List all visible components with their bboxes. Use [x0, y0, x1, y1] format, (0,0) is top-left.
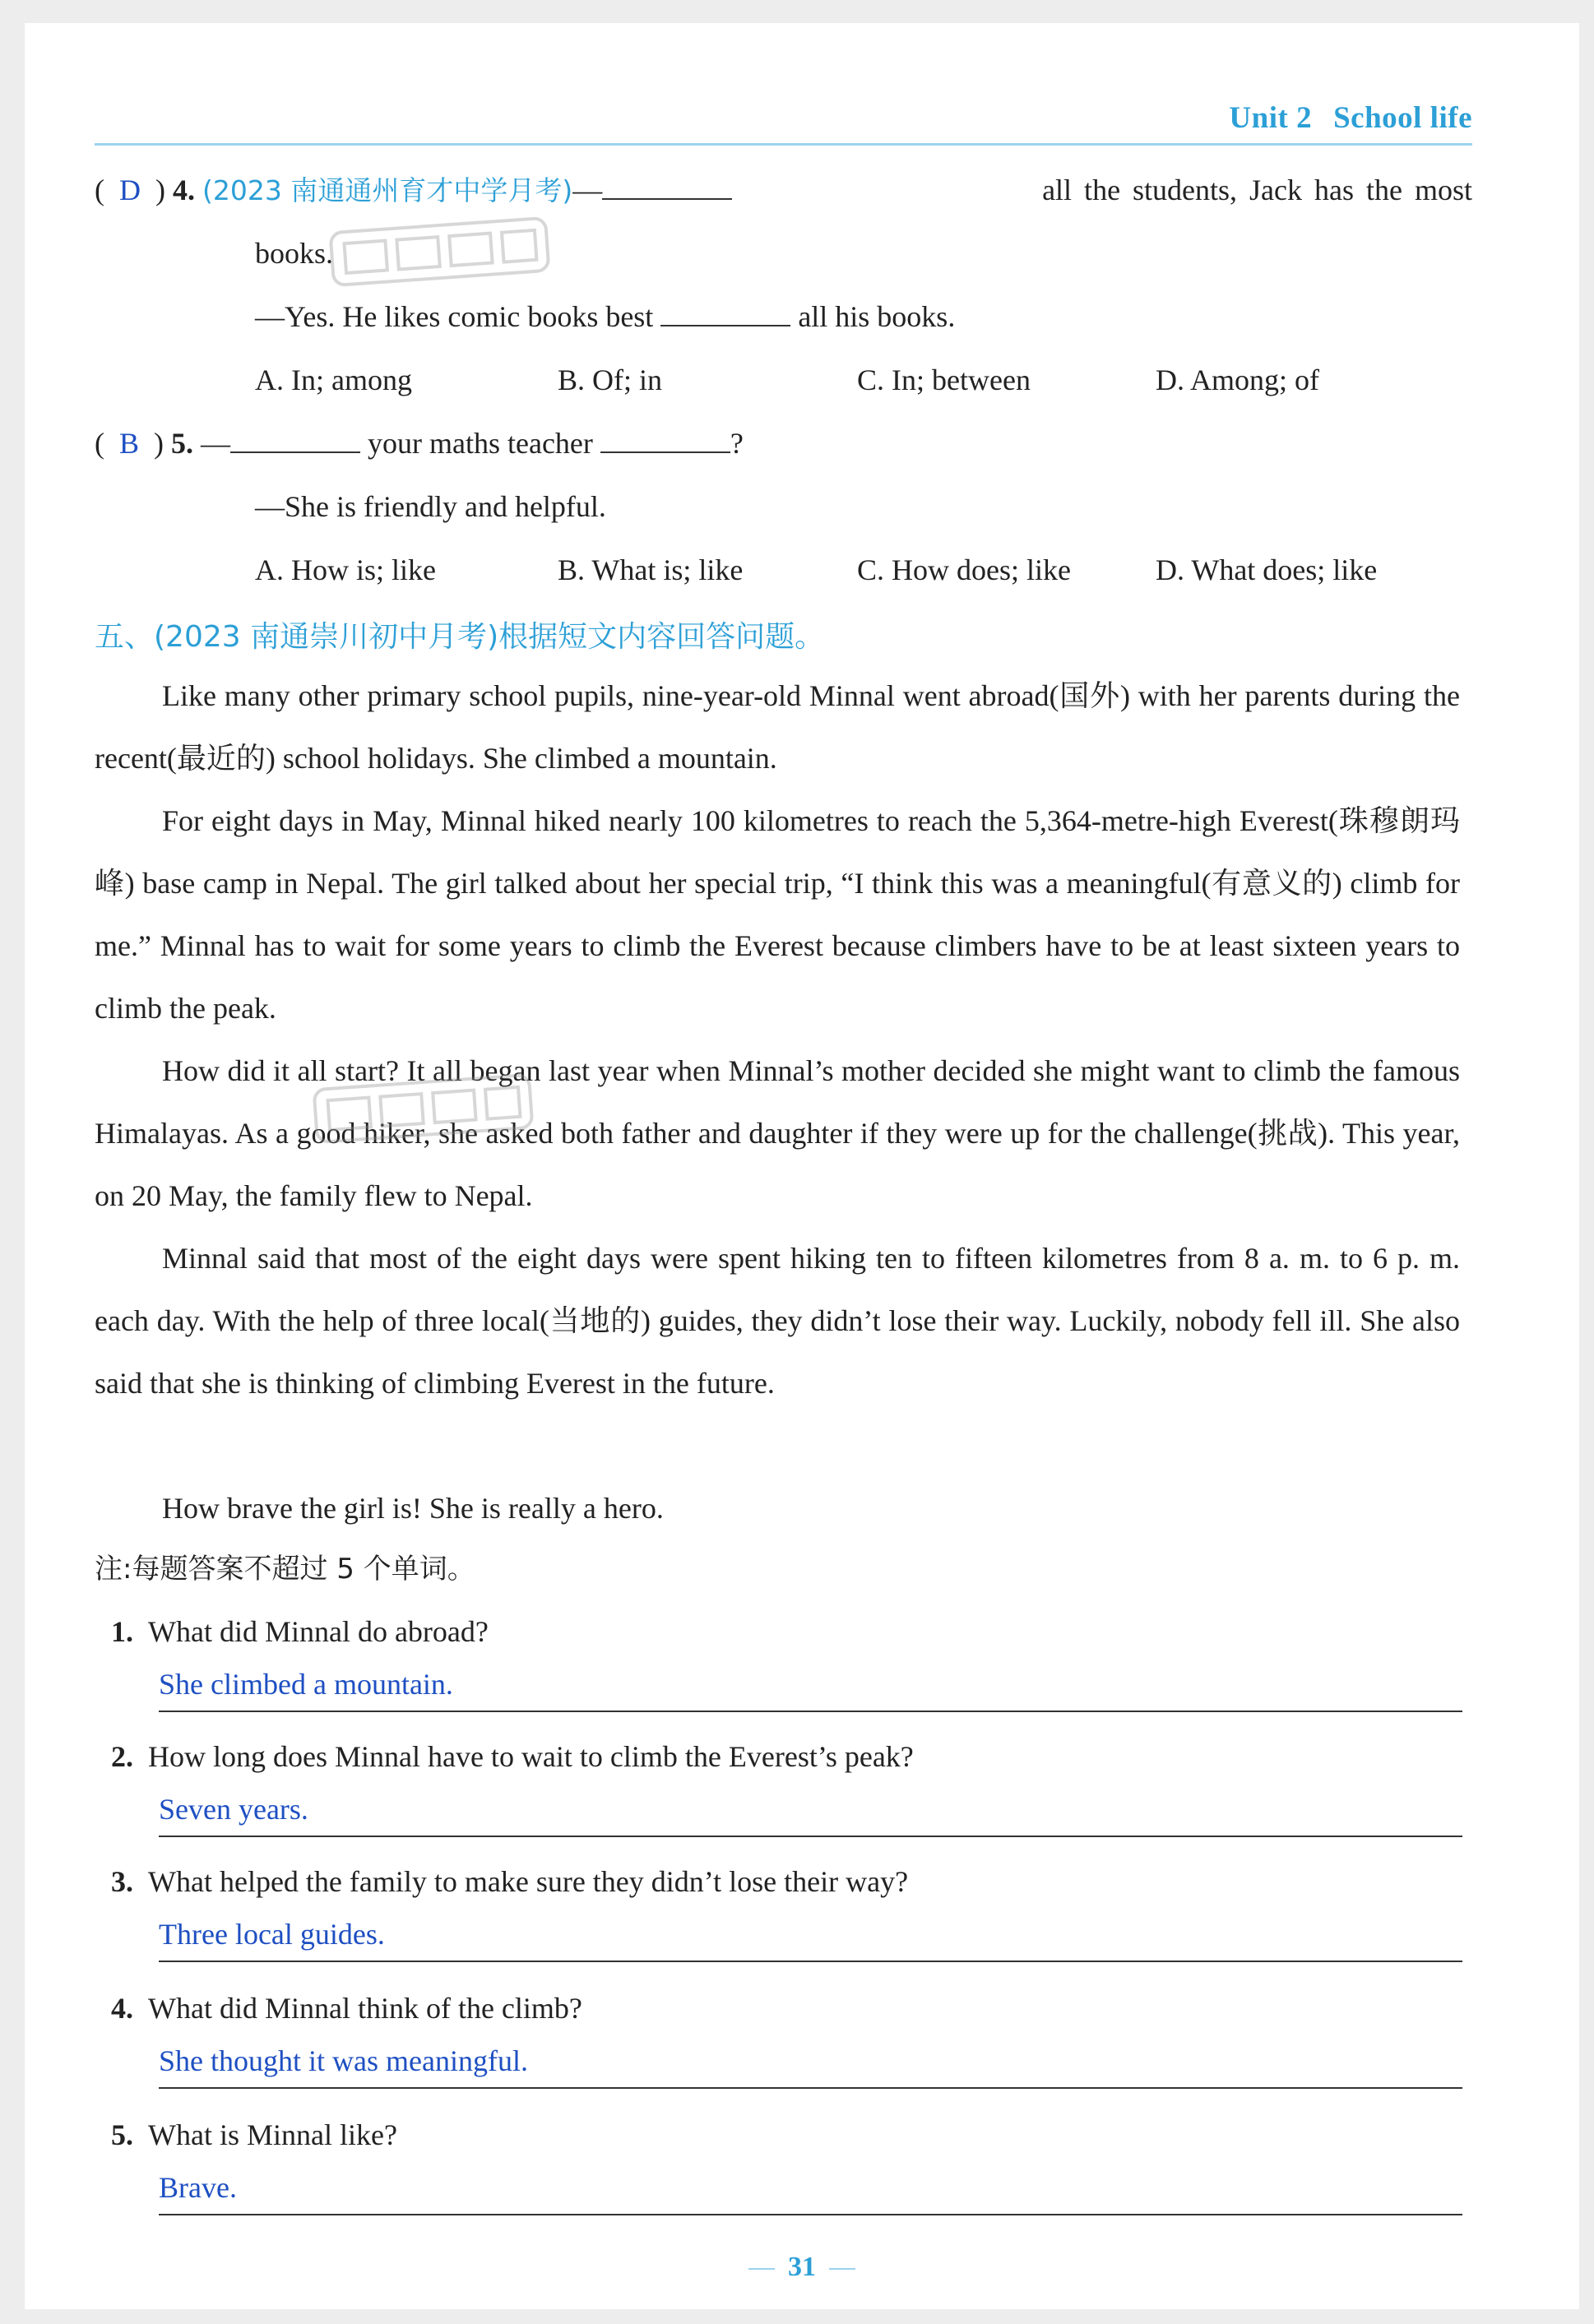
q4-number: 4.	[173, 174, 195, 206]
answer-line	[159, 2214, 1462, 2215]
answer-3: Three local guides.	[159, 1918, 385, 1951]
answer-1: She climbed a mountain.	[159, 1668, 453, 1701]
q4-option-c: C. In; between	[857, 363, 1031, 396]
page-number-dash	[748, 2268, 775, 2270]
q5-option-c: C. How does; like	[857, 553, 1071, 586]
question-1: 1. What did Minnal do abroad?	[111, 1615, 489, 1648]
q5-option-a: A. How is; like	[255, 553, 436, 586]
passage-paragraph-5: How brave the girl is! She is really a hero.	[162, 1492, 664, 1525]
q4-line1-end: all the students, Jack has the most	[1042, 174, 1472, 206]
question-2: 2. How long does Minnal have to wait to climb the Everest’s peak?	[111, 1740, 914, 1773]
section-title: 五、(2023 南通崇川初中月考)根据短文内容回答问题。	[95, 620, 825, 654]
answer-line	[159, 2087, 1462, 2089]
q5-option-b: B. What is; like	[558, 553, 744, 586]
header-rule	[95, 143, 1472, 146]
question-3: 3. What helped the family to make sure they didn’t lose their way?	[111, 1865, 909, 1898]
answer-line	[159, 1711, 1462, 1712]
passage-paragraph-3: How did it all start? It all began last year when Minnal’s mother decided she might want to climb the famous Himalayas. As a good hiker, she asked both father and daughter if they were up for the challenge(挑战). This year, on 20 May, the family flew to Nepal.	[95, 1054, 1460, 1212]
answer-5: Brave.	[159, 2171, 237, 2204]
q4-line1: ( D ) 4. (2023 南通通州育才中学月考)—	[95, 173, 732, 208]
q5-line2: —She is friendly and helpful.	[255, 490, 606, 523]
passage-paragraph-4: Minnal said that most of the eight days were spent hiking ten to fifteen kilometres from 8 a. m. to 6 p. m. each day. With the help of three local(当地的) guides, they didn’t lose their way. Luckily, nobody fell ill. She also said that she is thinking of climbing Everest in the future.	[95, 1242, 1460, 1400]
q4-answer: D	[119, 174, 141, 206]
q4-option-a: A. In; among	[255, 363, 412, 396]
answer-blank	[660, 300, 790, 326]
running-header	[1229, 100, 1472, 136]
watermark-logo	[310, 1068, 537, 1162]
answer-note: 注:每题答案不超过 5 个单词。	[95, 1553, 475, 1586]
q5-number: 5.	[171, 427, 194, 460]
answer-2: Seven years.	[159, 1793, 308, 1826]
question-4: 4. What did Minnal think of the climb?	[111, 1992, 582, 2025]
answer-blank	[600, 427, 730, 453]
header-unit: Unit 2	[1229, 101, 1313, 135]
q4-line2: books.	[255, 237, 334, 270]
watermark-logo	[327, 211, 554, 305]
question-5: 5. What is Minnal like?	[111, 2118, 397, 2151]
q5-option-d: D. What does; like	[1156, 553, 1378, 586]
page-number: 31	[25, 2252, 1579, 2283]
answer-line	[159, 1836, 1462, 1837]
answer-line	[159, 1961, 1462, 1962]
answer-blank	[230, 427, 360, 453]
q4-option-d: D. Among; of	[1156, 363, 1320, 396]
q4-line3: —Yes. He likes comic books best all his books.	[255, 300, 956, 333]
page-number-dash	[829, 2268, 855, 2270]
q5-line1: ( B ) 5. — your maths teacher ?	[95, 427, 744, 460]
answer-4: She thought it was meaningful.	[159, 2044, 528, 2077]
q5-answer: B	[119, 427, 140, 460]
q4-source: (2023 南通通州育才中学月考)	[202, 174, 573, 206]
answer-blank	[602, 174, 732, 200]
q4-option-b: B. Of; in	[558, 363, 663, 396]
passage-paragraph-2: For eight days in May, Minnal hiked nearly 100 kilometres to reach the 5,364-metre-high Everest(珠穆朗玛峰) base camp in Nepal. The girl talked about her special trip, “I think this was a meaningful(有意义的) climb for me.” Minnal has to wait for some years to climb the Everest because climbers have to be at least sixteen years to climb the peak.	[95, 804, 1460, 1025]
header-title: School life	[1333, 101, 1472, 135]
page	[25, 23, 1579, 2309]
passage-paragraph-1: Like many other primary school pupils, nine-year-old Minnal went abroad(国外) with her parents during the recent(最近的) school holidays. She climbed a mountain.	[95, 679, 1460, 775]
